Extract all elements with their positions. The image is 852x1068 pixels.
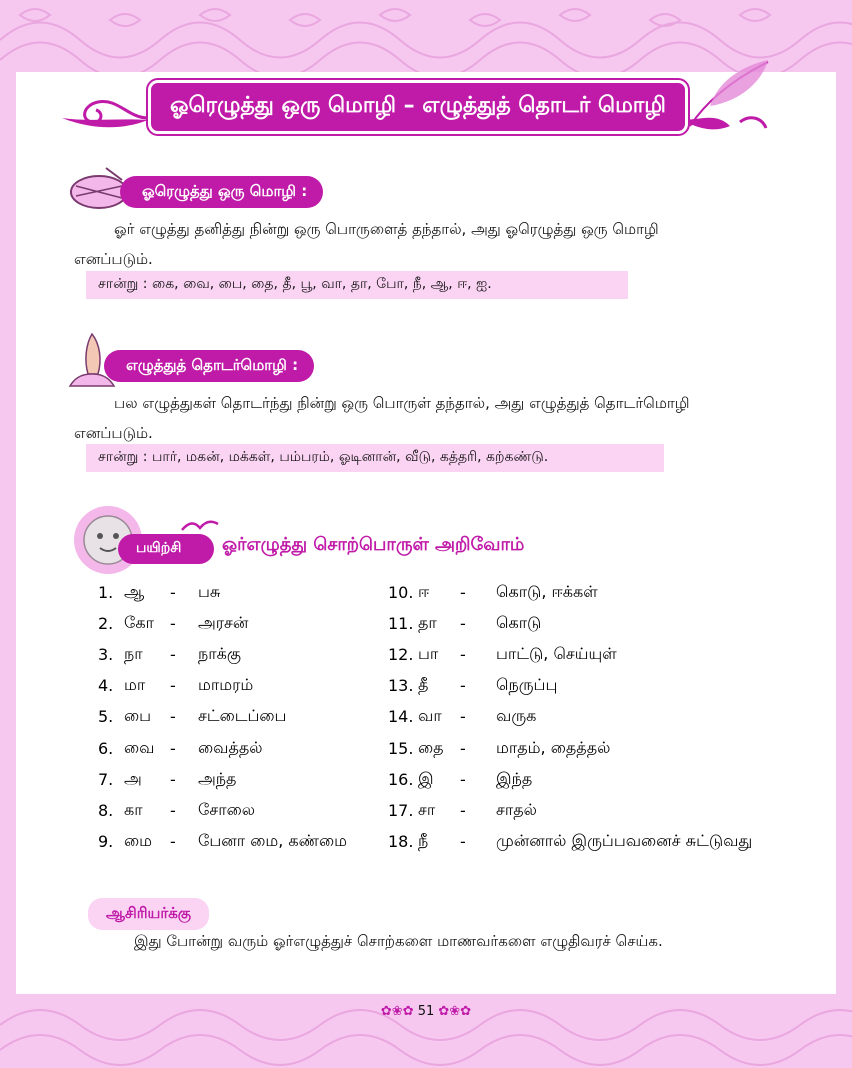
exercise-item-meaning: சாதல்	[496, 799, 537, 819]
exercise-item-dash: -	[460, 769, 466, 789]
exercise-row	[388, 733, 610, 763]
exercise-item-word: மை	[124, 831, 153, 851]
exercise-item-dash: -	[460, 644, 466, 664]
exercise-item-word: தை	[418, 737, 444, 757]
section2-text-line2: எனப்படும்.	[74, 424, 153, 442]
exercise-item-word: ஆ	[124, 581, 145, 601]
exercise-item-number: 3.	[98, 644, 114, 664]
exercise-item-meaning: நெருப்பு	[496, 675, 558, 695]
exercise-row	[388, 827, 752, 857]
exercise-item-word: மா	[124, 675, 146, 695]
exercise-item-number: 8.	[98, 800, 114, 820]
exercise-label: பயிற்சி	[118, 534, 214, 564]
section1-text-line2: எனப்படும்.	[74, 250, 153, 268]
exercise-item-meaning: இந்த	[496, 768, 533, 788]
exercise-item-meaning: சட்டைப்பை	[198, 706, 287, 726]
exercise-item-meaning: அரசன்	[198, 612, 249, 632]
exercise-item-dash: -	[170, 613, 176, 633]
exercise-item-dash: -	[170, 800, 176, 820]
exercise-item-number: 9.	[98, 832, 114, 852]
right-ornament-icon: ✿❀✿	[438, 1004, 472, 1019]
exercise-row	[388, 608, 541, 638]
exercise-item-word: தா	[418, 612, 437, 632]
exercise-item-meaning: வைத்தல்	[198, 737, 263, 757]
exercise-item-meaning: சோலை	[198, 799, 255, 819]
exercise-item-dash: -	[170, 769, 176, 789]
exercise-item-meaning: பேனா மை, கண்மை	[198, 831, 348, 851]
exercise-item-dash: -	[460, 676, 466, 696]
exercise-item-number: 10.	[388, 582, 414, 602]
exercise-item-number: 5.	[98, 707, 114, 727]
exercise-item-number: 16.	[388, 769, 414, 789]
exercise-row	[98, 827, 347, 857]
exercise-item-number: 4.	[98, 676, 114, 696]
exercise-item-word: சா	[418, 799, 436, 819]
left-swirl-ornament	[58, 88, 150, 132]
exercise-item-dash: -	[170, 832, 176, 852]
exercise-item-number: 2.	[98, 613, 114, 633]
exercise-row	[98, 608, 248, 638]
page-number-footer	[0, 1004, 852, 1019]
exercise-row	[98, 577, 220, 607]
exercise-row	[98, 639, 241, 669]
exercise-item-word: ஈ	[418, 581, 430, 601]
exercise-title: ஓர்எழுத்து சொற்பொருள் அறிவோம்	[222, 534, 525, 555]
exercise-item-dash: -	[460, 707, 466, 727]
exercise-item-meaning: முன்னால் இருப்பவனைச் சுட்டுவது	[496, 831, 753, 851]
exercise-item-dash: -	[170, 707, 176, 727]
page-number: 51	[417, 1004, 435, 1019]
exercise-item-number: 12.	[388, 644, 414, 664]
exercise-row	[98, 733, 263, 763]
exercise-item-dash: -	[460, 582, 466, 602]
section1-heading: ஓரெழுத்து ஒரு மொழி :	[120, 176, 323, 208]
exercise-item-number: 13.	[388, 676, 414, 696]
exercise-item-dash: -	[170, 644, 176, 664]
exercise-item-word: நீ	[418, 831, 429, 851]
exercise-item-word: அ	[124, 768, 142, 788]
exercise-row	[98, 671, 253, 701]
exercise-row	[388, 702, 536, 732]
exercise-item-meaning: அந்த	[198, 768, 237, 788]
teacher-note-text: இது போன்று வரும் ஓர்எழுத்துச் சொற்களை மாணவர்களை எழுதிவரச் செய்க.	[134, 932, 663, 950]
teacher-note-label: ஆசிரியர்க்கு	[88, 898, 209, 930]
exercise-item-word: பை	[124, 706, 152, 726]
section2-paragraph	[74, 388, 754, 448]
exercise-item-dash: -	[170, 738, 176, 758]
exercise-row	[98, 702, 286, 732]
exercise-item-word: தீ	[418, 675, 429, 695]
exercise-item-meaning: நாக்கு	[198, 643, 241, 663]
section1-example: சான்று : கை, வை, பை, தை, தீ, பூ, வா, தா, போ, நீ, ஆ, ஈ, ஐ.	[86, 271, 628, 299]
exercise-item-dash: -	[460, 738, 466, 758]
exercise-row	[388, 639, 617, 669]
exercise-item-number: 1.	[98, 582, 114, 602]
exercise-item-number: 14.	[388, 707, 414, 727]
exercise-item-word: பா	[418, 643, 439, 663]
section1-paragraph	[74, 214, 754, 274]
exercise-item-number: 17.	[388, 800, 414, 820]
section2-text-line1: பல எழுத்துகள் தொடர்ந்து நின்று ஒரு பொருள் தந்தால், அது எழுத்துத் தொடர்மொழி	[114, 394, 690, 412]
exercise-item-dash: -	[170, 582, 176, 602]
exercise-row	[388, 764, 532, 794]
bird-icon	[180, 516, 220, 536]
exercise-item-number: 6.	[98, 738, 114, 758]
exercise-item-word: இ	[418, 768, 434, 788]
exercise-item-dash: -	[460, 800, 466, 820]
exercise-item-word: நா	[124, 643, 143, 663]
exercise-item-meaning: கொடு, ஈக்கள்	[496, 581, 598, 601]
exercise-item-meaning: கொடு	[496, 612, 542, 632]
exercise-row	[388, 795, 537, 825]
feather-ornament	[680, 56, 772, 136]
exercise-item-number: 7.	[98, 769, 114, 789]
exercise-item-dash: -	[460, 613, 466, 633]
exercise-item-dash: -	[460, 832, 466, 852]
exercise-row	[98, 764, 236, 794]
exercise-item-word: கா	[124, 799, 143, 819]
exercise-item-number: 15.	[388, 738, 414, 758]
exercise-item-number: 18.	[388, 832, 414, 852]
left-ornament-icon: ✿❀✿	[380, 1004, 418, 1019]
exercise-item-dash: -	[170, 676, 176, 696]
exercise-row	[388, 671, 557, 701]
exercise-item-meaning: மாதம், தைத்தல்	[496, 737, 611, 757]
section1-text-line1: ஓர் எழுத்து தனித்து நின்று ஒரு பொருளைத் தந்தால், அது ஓரெழுத்து ஒரு மொழி	[114, 220, 659, 238]
exercise-item-meaning: பாட்டு, செய்யுள்	[496, 643, 617, 663]
page-title: ஓரெழுத்து ஒரு மொழி – எழுத்துத் தொடர் மொழி	[148, 80, 688, 134]
exercise-item-meaning: வருக	[496, 706, 537, 726]
exercise-row	[98, 795, 255, 825]
exercise-row	[388, 577, 598, 607]
exercise-item-word: வா	[418, 706, 442, 726]
exercise-item-word: வை	[124, 737, 155, 757]
section2-example: சான்று : பார், மகன், மக்கள், பம்பரம், ஓடினான், வீடு, கத்தரி, கற்கண்டு.	[86, 444, 664, 472]
exercise-item-meaning: பசு	[198, 581, 221, 601]
exercise-item-word: கோ	[124, 612, 154, 632]
exercise-item-number: 11.	[388, 613, 414, 633]
section2-heading: எழுத்துத் தொடர்மொழி :	[104, 350, 314, 382]
exercise-item-meaning: மாமரம்	[198, 675, 254, 695]
